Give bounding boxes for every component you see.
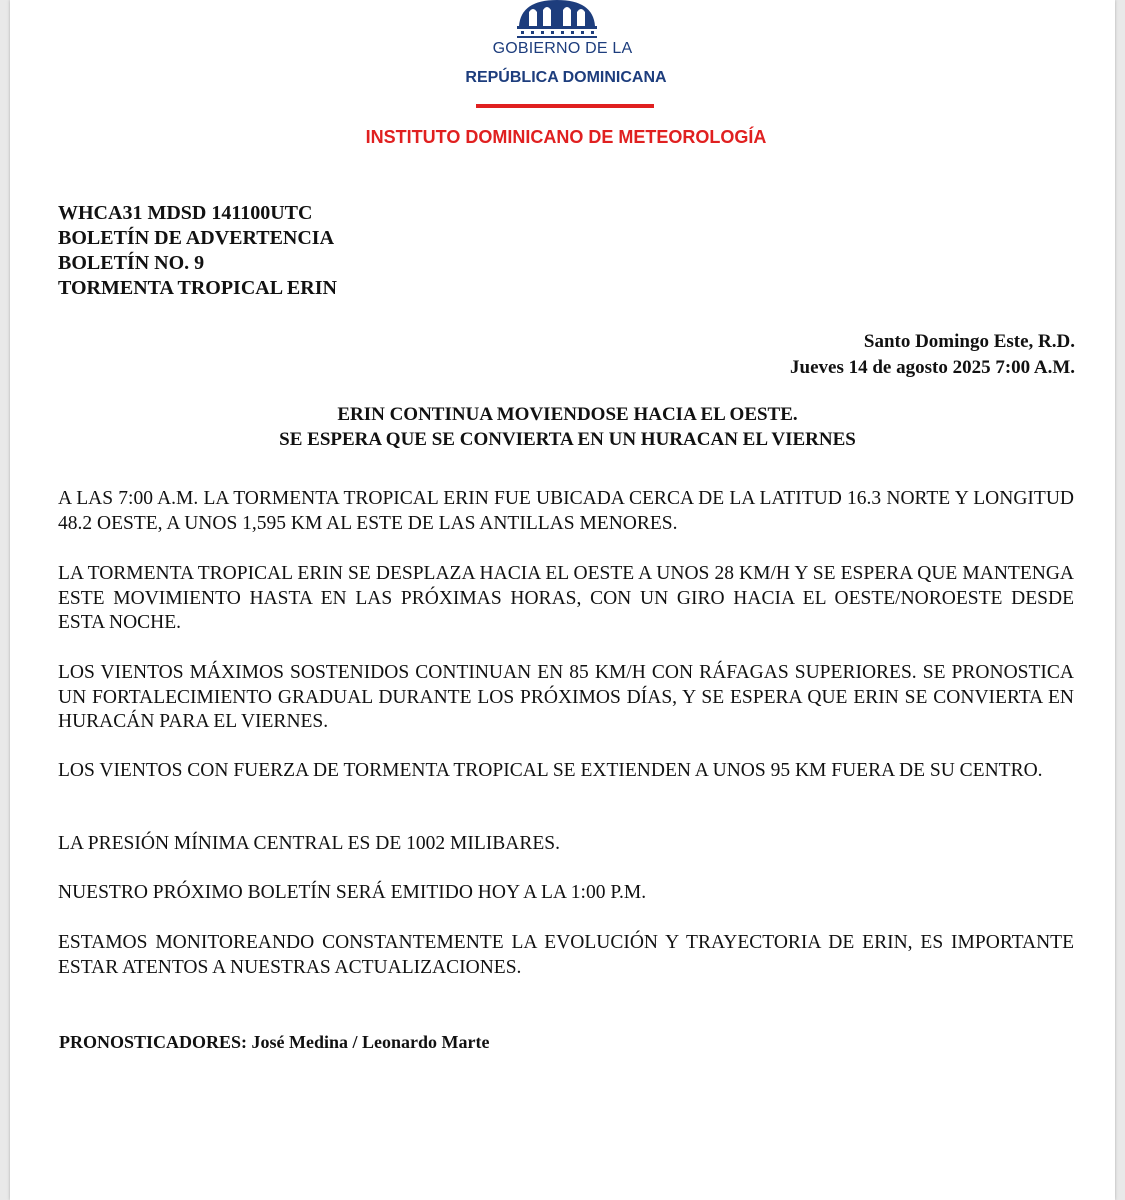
place-and-date xyxy=(790,329,1075,381)
government-line-1: GOBIERNO DE LA xyxy=(492,40,633,57)
bulletin-header xyxy=(58,201,337,301)
issue-date: Jueves 14 de agosto 2025 7:00 A.M. xyxy=(790,357,1075,378)
storm-name: TORMENTA TROPICAL ERIN xyxy=(58,277,337,299)
institute-name: INSTITUTO DOMINICANO DE METEOROLOGÍA xyxy=(365,127,767,147)
bulletin-type: BOLETÍN DE ADVERTENCIA xyxy=(58,227,335,249)
bulletin-number: BOLETÍN NO. 9 xyxy=(58,252,205,274)
government-line-2: REPÚBLICA DOMINICANA xyxy=(465,69,667,86)
paragraph-movement: LA TORMENTA TROPICAL ERIN SE DESPLAZA HACIA EL OESTE A UNOS 28 KM/H Y SE ESPERA QUE MANTENGA ESTE MOVIMIENTO HASTA EN LAS PRÓXIMAS HORAS, CON UN GIRO HACIA EL OESTE/NOROESTE DESDE ESTA NOCHE. xyxy=(58,563,1074,633)
header-divider xyxy=(476,104,654,108)
forecasters-signature: PRONOSTICADORES: José Medina / Leonardo Marte xyxy=(59,1032,490,1052)
paragraph-winds: LOS VIENTOS MÁXIMOS SOSTENIDOS CONTINUAN EN 85 KM/H CON RÁFAGAS SUPERIORES. SE PRONOSTICA UN FORTALECIMIENTO GRADUAL DURANTE LOS PRÓXIMOS DÍAS, Y SE ESPERA QUE ERIN SE CONVIERTA EN HURACÁN PARA EL VIERNES. xyxy=(58,662,1074,732)
paragraph-pressure: LA PRESIÓN MÍNIMA CENTRAL ES DE 1002 MILIBARES. xyxy=(58,833,560,854)
headline xyxy=(0,402,1125,452)
paragraph-wind-extent: LOS VIENTOS CON FUERZA DE TORMENTA TROPICAL SE EXTIENDEN A UNOS 95 KM FUERA DE SU CENTRO. xyxy=(58,760,1043,781)
headline-line-2: SE ESPERA QUE SE CONVIERTA EN UN HURACAN EL VIERNES xyxy=(279,429,856,450)
bulletin-code: WHCA31 MDSD 141100UTC xyxy=(58,202,313,224)
paragraph-monitoring: ESTAMOS MONITOREANDO CONSTANTEMENTE LA EVOLUCIÓN Y TRAYECTORIA DE ERIN, ES IMPORTANTE ESTAR ATENTOS A NUESTRAS ACTUALIZACIONES. xyxy=(58,932,1074,978)
headline-line-1: ERIN CONTINUA MOVIENDOSE HACIA EL OESTE. xyxy=(337,404,798,425)
paragraph-next-bulletin: NUESTRO PRÓXIMO BOLETÍN SERÁ EMITIDO HOY A LA 1:00 P.M. xyxy=(58,882,647,903)
government-logo-icon xyxy=(507,0,607,40)
paragraph-position: A LAS 7:00 A.M. LA TORMENTA TROPICAL ERIN FUE UBICADA CERCA DE LA LATITUD 16.3 NORTE Y LONGITUD 48.2 OESTE, A UNOS 1,595 KM AL ESTE DE LAS ANTILLAS MENORES. xyxy=(58,488,1074,534)
location: Santo Domingo Este, R.D. xyxy=(863,331,1075,352)
